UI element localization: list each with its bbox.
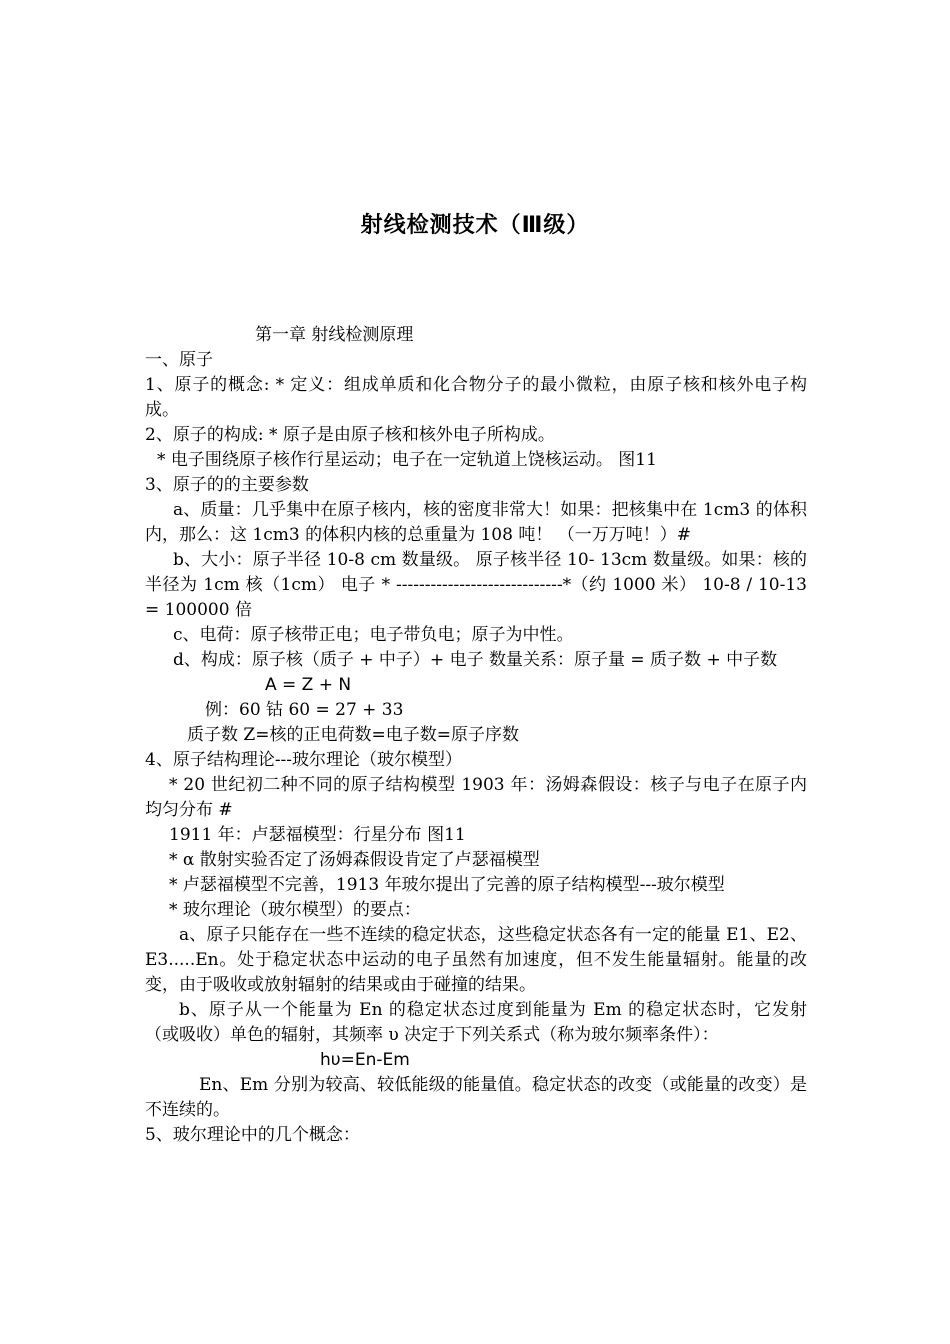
paragraph: b、大小：原子半径 10-8 cm 数量级。 原子核半径 10- 13cm 数量级。如果：核的半径为 1cm 核（1cm） 电子 * -----------------------------*（约 1000 米） 10-8 / 10-13 = 100000 倍 [145,550,807,620]
paragraph: 1、原子的概念: * 定义：组成单质和化合物分子的最小微粒，由原子核和核外电子构成。 [145,375,807,420]
paragraph: 3、原子的的主要参数 [145,475,309,495]
paragraph: * α 散射实验否定了汤姆森假设肯定了卢瑟福模型 [169,850,540,870]
paragraph: a、质量：几乎集中在原子核内，核的密度非常大！如果：把核集中在 1cm3 的体积内，那么：这 1cm3 的体积内核的总重量为 108 吨！ （一万万吨！）# [145,500,807,545]
section-heading: 一、原子 [145,350,213,370]
paragraph: 1911 年：卢瑟福模型：行星分布 图11 [169,825,466,845]
section-heading: 5、玻尔理论中的几个概念： [145,1125,360,1145]
formula: A = Z + N [265,675,352,695]
paragraph: 质子数 Z=核的正电荷数=电子数=原子序数 [187,725,519,745]
paragraph: * 电子围绕原子核作行星运动；电子在一定轨道上饶核运动。 图11 [157,450,657,470]
formula: hυ=En-Em [320,1050,410,1070]
paragraph: * 玻尔理论（玻尔模型）的要点： [169,900,421,920]
paragraph: * 20 世纪初二种不同的原子结构模型 1903 年：汤姆森假设：核子与电子在原子内均匀分布 # [145,775,807,820]
paragraph: a、原子只能存在一些不连续的稳定状态，这些稳定状态各有一定的能量 E1、E2、E3.....En。处于稳定状态中运动的电子虽然有加速度，但不发生能量辐射。能量的改变，由于吸收或放射辐射的结果或由于碰撞的结果。 [145,925,807,995]
chapter-heading: 第一章 射线检测原理 [255,325,414,345]
document-title: 射线检测技术（Ⅲ级） [360,213,590,238]
paragraph: b、原子从一个能量为 En 的稳定状态过度到能量为 Em 的稳定状态时，它发射（或吸收）单色的辐射，其频率 υ 决定于下列关系式（称为玻尔频率条件）： [145,1000,807,1045]
section-heading: 4、原子结构理论---玻尔理论（玻尔模型） [145,750,463,770]
paragraph: En、Em 分别为较高、较低能级的能量值。稳定状态的改变（或能量的改变）是不连续的。 [145,1075,807,1120]
paragraph: 例：60 钴 60 = 27 + 33 [205,700,404,720]
paragraph: * 卢瑟福模型不完善，1913 年玻尔提出了完善的原子结构模型---玻尔模型 [169,875,725,895]
paragraph: d、构成：原子核（质子 + 中子）+ 电子 数量关系：原子量 = 质子数 + 中子数 [173,650,778,670]
paragraph: 2、原子的构成: * 原子是由原子核和核外电子所构成。 [145,425,555,445]
paragraph: c、电荷：原子核带正电；电子带负电；原子为中性。 [173,625,574,645]
document-body [145,323,807,1148]
